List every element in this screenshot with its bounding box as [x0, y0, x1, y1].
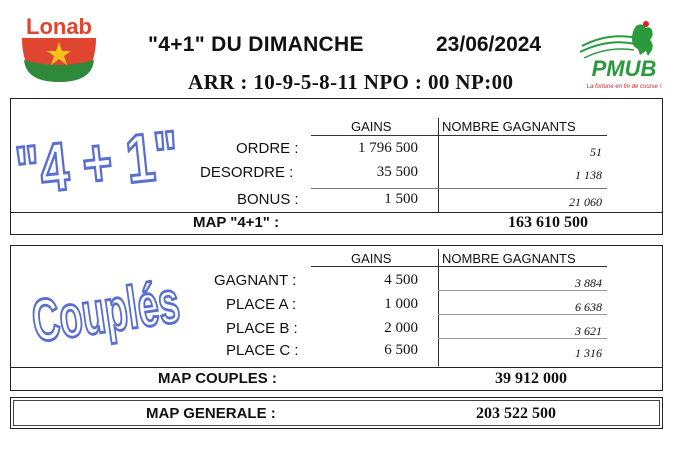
map-generale-label: MAP GENERALE :: [146, 405, 276, 422]
lonab-logo: [14, 8, 104, 86]
divider: [438, 118, 439, 212]
row-label-gagnant: GAGNANT :: [214, 272, 297, 289]
badge-4plus1-text: "4 + 1": [12, 116, 183, 210]
winners-bonus: 21 060: [569, 195, 602, 209]
row-label-bonus: BONUS :: [237, 191, 299, 208]
gains-place-c: 6 500: [384, 342, 418, 358]
map-couples-label: MAP COUPLES :: [158, 370, 277, 387]
arrival-line: ARR : 10-9-5-8-11 NPO : 00 NP:00: [188, 70, 514, 94]
gains-desordre: 35 500: [376, 164, 418, 180]
divider: [438, 338, 607, 339]
row-label-desordre: DESORDRE :: [200, 164, 294, 181]
winners-place-a: 6 638: [575, 300, 602, 314]
gains-bonus: 1 500: [384, 191, 418, 207]
map-4plus1-label: MAP "4+1" :: [193, 214, 280, 231]
map-couples-value: 39 912 000: [495, 370, 567, 387]
row-label-ordre: ORDRE :: [236, 140, 299, 157]
gains-ordre: 1 796 500: [358, 140, 418, 156]
badge-couples-text: Couplés: [27, 267, 184, 355]
gains-gagnant: 4 500: [384, 272, 418, 288]
divider: [311, 188, 607, 189]
pmub-tagline: La fortune en fin de course !: [586, 84, 662, 90]
col-winners-header: NOMBRE GAGNANTS: [442, 251, 576, 266]
pmub-logo-text: PMUB: [591, 56, 657, 81]
badge-4plus1: [12, 110, 183, 210]
page-title: "4+1" DU DIMANCHE: [148, 33, 364, 56]
winners-desordre: 1 138: [575, 168, 602, 182]
divider: [311, 266, 607, 267]
winners-ordre: 51: [590, 145, 602, 159]
col-gains-header: GAINS: [351, 119, 392, 134]
divider: [438, 314, 607, 315]
gains-place-b: 2 000: [384, 320, 418, 336]
divider: [311, 135, 607, 136]
pmub-logo: [578, 18, 670, 94]
winners-place-b: 3 621: [575, 324, 602, 338]
winners-gagnant: 3 884: [575, 276, 602, 290]
badge-couples: [22, 264, 184, 360]
row-label-place-b: PLACE B :: [226, 320, 298, 337]
row-label-place-a: PLACE A :: [226, 296, 297, 313]
row-label-place-c: PLACE C :: [226, 342, 299, 359]
winners-place-c: 1 316: [575, 346, 602, 360]
map-generale-inner: [13, 400, 660, 426]
lonab-logo-text: Lonab: [26, 14, 92, 39]
draw-date: 23/06/2024: [436, 33, 542, 56]
gains-place-a: 1 000: [384, 296, 418, 312]
col-winners-header: NOMBRE GAGNANTS: [442, 119, 576, 134]
map-4plus1-value: 163 610 500: [508, 214, 588, 231]
map-generale-value: 203 522 500: [476, 405, 556, 422]
divider: [438, 249, 439, 366]
col-gains-header: GAINS: [351, 251, 392, 266]
divider: [438, 290, 607, 291]
